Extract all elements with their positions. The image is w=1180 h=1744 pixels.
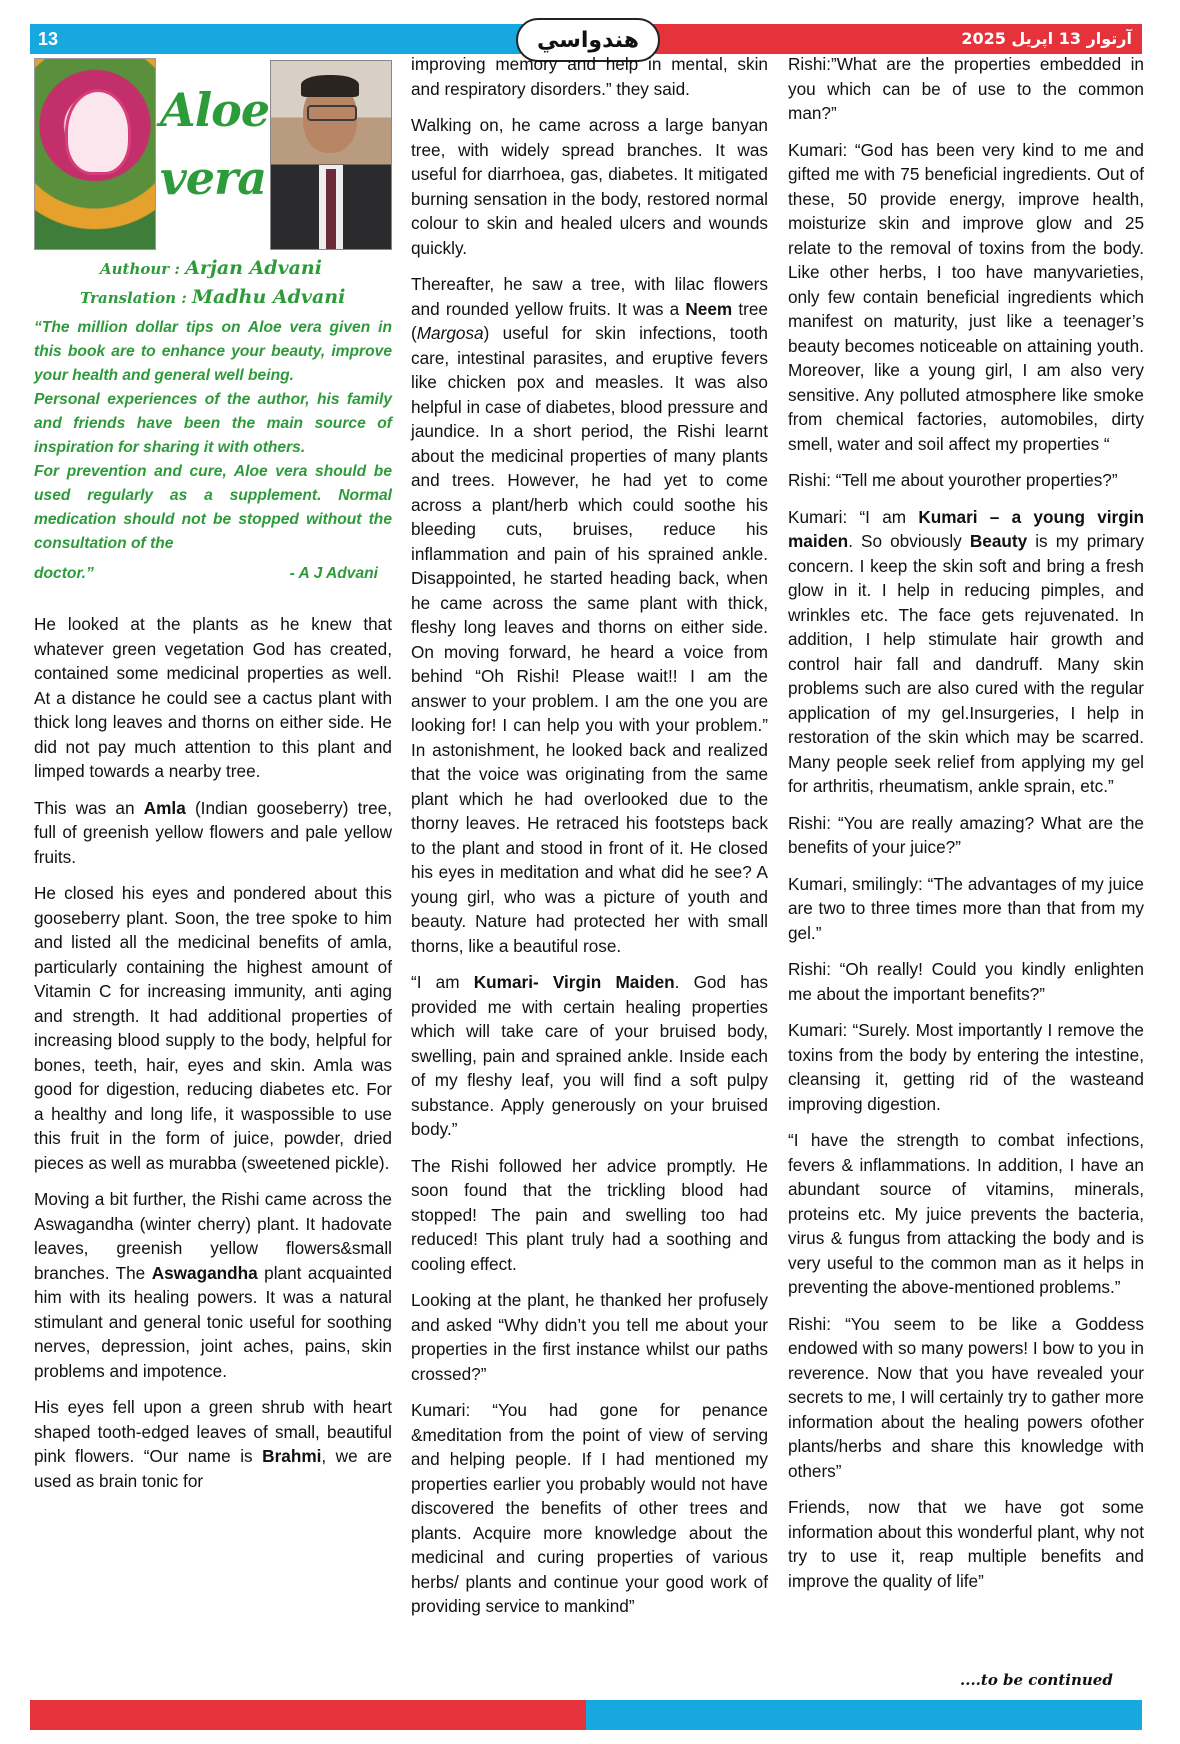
body-paragraph: Moving a bit further, the Rishi came across the Aswagandha (winter cherry) plant. It hadovate leaves, greenish yellow flowers&small branches. The Aswagandha plant acquainted him with its healing powers. It was a natural stimulant and general tonic useful for soothing nerves, depression, joint aches, pains, skin problems and impotence.: [34, 1189, 392, 1381]
quote-signature: - A J Advani: [289, 565, 378, 582]
author-hair: [301, 75, 359, 97]
quote-signature-line: [34, 562, 392, 586]
translation-label: Translation :: [80, 289, 187, 307]
body-paragraph: He looked at the plants as he knew that whatever green vegetation God has created, contained some medicinal properties as well. At a distance he could see a cactus plant with thick long leaves and thorns on either side. He did not pay much attention to this plant and limped towards a nearby tree.: [34, 614, 392, 781]
body-paragraph: The Rishi followed her advice promptly. He soon found that the trickling blood had stopped! The pain and swelling too had reduced! This plant truly had a soothing and cooling effect.: [411, 1155, 768, 1274]
column-3: [788, 52, 1144, 1605]
quote-paragraph: “The million dollar tips on Aloe vera given in this book are to enhance your beauty, improve your health and general well being.: [34, 319, 392, 384]
quote-paragraph: Personal experiences of the author, his family and friends have been the main source of inspiration for sharing it with others.: [34, 391, 392, 456]
body-paragraph: Rishi: “Tell me about yourother properties?”: [788, 470, 1118, 490]
footer-bar: [30, 1700, 1142, 1730]
body-paragraph: Rishi: “You seem to be like a Goddess endowed with so many powers! I bow to you in reverence. Now that you have revealed your secrets to me, I will certainly try to gather more information about the healing powers ofother plants/herbs and share this knowledge with others”: [788, 1313, 1144, 1481]
body-paragraph: Rishi:”What are the properties embedded in you which can be of use to the common man?”: [788, 54, 1144, 123]
body-paragraph: “I have the strength to combat infections, fevers & inflammations. In addition, I have an abundant source of vitamins, minerals, proteins etc. My juice prevents the bacteria, virus & fungus from attacking the body and is very useful to the common man as it helps in preventing the above-mentioned problems.”: [788, 1130, 1144, 1297]
body-paragraph: Kumari: “I am Kumari – a young virgin maiden. So obviously Beauty is my primary concern. I keep the skin soft and bring a fresh glow in it. I help in reducing pimples, and wrinkles etc. The face gets rejuvenated. In addition, I help stimulate hair growth and control hair fall and dandruff. Many skin problems such are also cured with the regular application of my gel.Insurgeries, I help in restoration of the skin which may be scarred. Many people seek relief from applying my gel for arthritis, rheumatism, ankle sprain, etc.”: [788, 506, 1144, 796]
title-line-1: Aloe: [160, 83, 270, 137]
translation-credit: [34, 283, 392, 312]
masthead-logo: هندواسي: [516, 18, 660, 62]
body-paragraph: He closed his eyes and pondered about this gooseberry plant. Soon, the tree spoke to him and listed all the medicinal benefits of amla, particularly containing the highest amount of Vitamin C for increasing immunity, anti aging and strength. It had additional properties of increasing blood supply to the body, helpful for bones, teeth, hair, eyes and skin. Amla was good for digestion, reducing diabetes etc. For a healthy and long life, it waspossible to use this fruit in the form of juice, powder, dried pieces as well as murabba (sweetened pickle).: [34, 883, 392, 1173]
author-credit: [34, 254, 392, 283]
article-title: [160, 76, 269, 212]
body-paragraph: Kumari: “You had gone for penance &meditation from the point of view of serving and helping people. If I had mentioned my properties earlier you probably would not have discovered the benefits of other trees and plants. Acquire more knowledge about the medicinal and curing properties of various herbs/ plants and continue your good work of providing service to mankind”: [411, 1400, 768, 1616]
date-line: آرتوار 13 اپريل 2025: [961, 29, 1132, 48]
body-paragraph: Looking at the plant, he thanked her profusely and asked “Why didn’t you tell me about your properties in the first instance whilst our paths crossed?”: [411, 1290, 768, 1384]
body-paragraph: Rishi: “Oh really! Could you kindly enlighten me about the important benefits?”: [788, 959, 1144, 1004]
header-bar: [30, 24, 1142, 54]
body-paragraph: Kumari, smilingly: “The advantages of my juice are two to three times more than that from my gel.”: [788, 873, 1144, 943]
body-paragraph: Friends, now that we have got some information about this wonderful plant, why not try to use it, reap multiple benefits and improve the quality of life”: [788, 1497, 1144, 1591]
body-paragraph: improving memory and help in mental, skin and respiratory disorders.” they said.: [411, 54, 768, 99]
column-1: [34, 56, 392, 1505]
title-block: [34, 56, 392, 252]
to-be-continued: ....to be continued: [960, 1671, 1113, 1689]
artwork-figure: [65, 89, 131, 175]
page-number: 13: [38, 29, 59, 49]
pull-quote: [34, 316, 392, 586]
body-paragraph: “I am Kumari- Virgin Maiden. God has provided me with certain healing properties which will take care of your bruised body, swelling, pain and sprained ankle. Inside each of my fleshy leaf, you will find a soft pulpy substance. Apply generously on your bruised body.”: [411, 972, 768, 1139]
decorative-artwork: [34, 58, 156, 250]
author-photo: [270, 60, 392, 250]
author-tie: [326, 169, 336, 249]
body-paragraph: This was an Amla (Indian gooseberry) tree, full of greenish yellow flowers and pale yellow fruits.: [34, 797, 392, 867]
credits: [34, 254, 392, 312]
title-line-2: vera: [160, 151, 267, 205]
body-paragraph: Rishi: “You are really amazing? What are the benefits of your juice?”: [788, 812, 1144, 857]
author-name: Arjan Advani: [185, 257, 322, 279]
quote-paragraph: For prevention and cure, Aloe vera should be used regularly as a supplement. Normal medication should not be stopped without the consultation of the: [34, 463, 392, 552]
body-paragraph: Walking on, he came across a large banyan tree, with widely spread branches. It was useful for diarrhoea, gas, diabetes. It mitigated burning sensation in the body, restored normal colour to skin and healed ulcers and wounds quickly.: [411, 115, 768, 258]
column-2: [411, 52, 768, 1631]
body-paragraph: His eyes fell upon a green shrub with heart shaped tooth-edged leaves of small, beautiful pink flowers. “Our name is Brahmi, we are used as brain tonic for: [34, 1397, 393, 1491]
body-paragraph: Thereafter, he saw a tree, with lilac flowers and rounded yellow fruits. It was a Neem tree (Margosa) useful for skin infections, tooth care, intestinal parasites, and eruptive fevers like chicken pox and measles. It was also helpful in case of diabetes, blood pressure and jaundice. In a short period, the Rishi learnt about the medicinal properties of many plants and trees. However, he had yet to come across a plant/herb which could soothe his bleeding cuts, bruises, reduce his inflammation and pain of his sprained ankle. Disappointed, he started heading back, when he came across the same plant with thick, fleshy long leaves and thorns on either side. On moving forward, he heard a voice from behind “Oh Rishi! Please wait!! I am the answer to your problem. I am the one you are looking for! I can help you with your problem.” In astonishment, he looked back and realized that the voice was originating from the same plant which he had overlooked due to the thorny leaves. He retraced his footsteps back to the plant and stood in front of it. He closed his eyes in meditation and what did he see? A young girl, who was a picture of youth and beauty. Nature had protected her with small thorns, like a beautiful rose.: [411, 274, 768, 956]
glasses-icon: [307, 105, 357, 121]
body-paragraph: Kumari: “Surely. Most importantly I remove the toxins from the body by entering the intestine, cleansing it, getting rid of the wasteand improving digestion.: [788, 1020, 1144, 1114]
translator-name: Madhu Advani: [192, 286, 346, 308]
body-paragraph: Kumari: “God has been very kind to me and gifted me with 75 beneficial ingredients. Out of these, 50 provide energy, improve health, moisturize skin and improve glow and 25 relate to the removal of toxins from the body. Like other herbs, I too have manyvarieties, only few contain beneficial ingredients which manifest on maturity, just like a teenager’s beauty becomes noticeable on attaining youth. Moreover, like a young girl, I am also very sensitive. Any polluted atmosphere like smoke from chemical factories, automobiles, dirty smell, water and soil affect my properties “: [788, 139, 1144, 454]
author-label: Authour :: [100, 260, 180, 278]
quote-end: doctor.”: [34, 565, 94, 582]
